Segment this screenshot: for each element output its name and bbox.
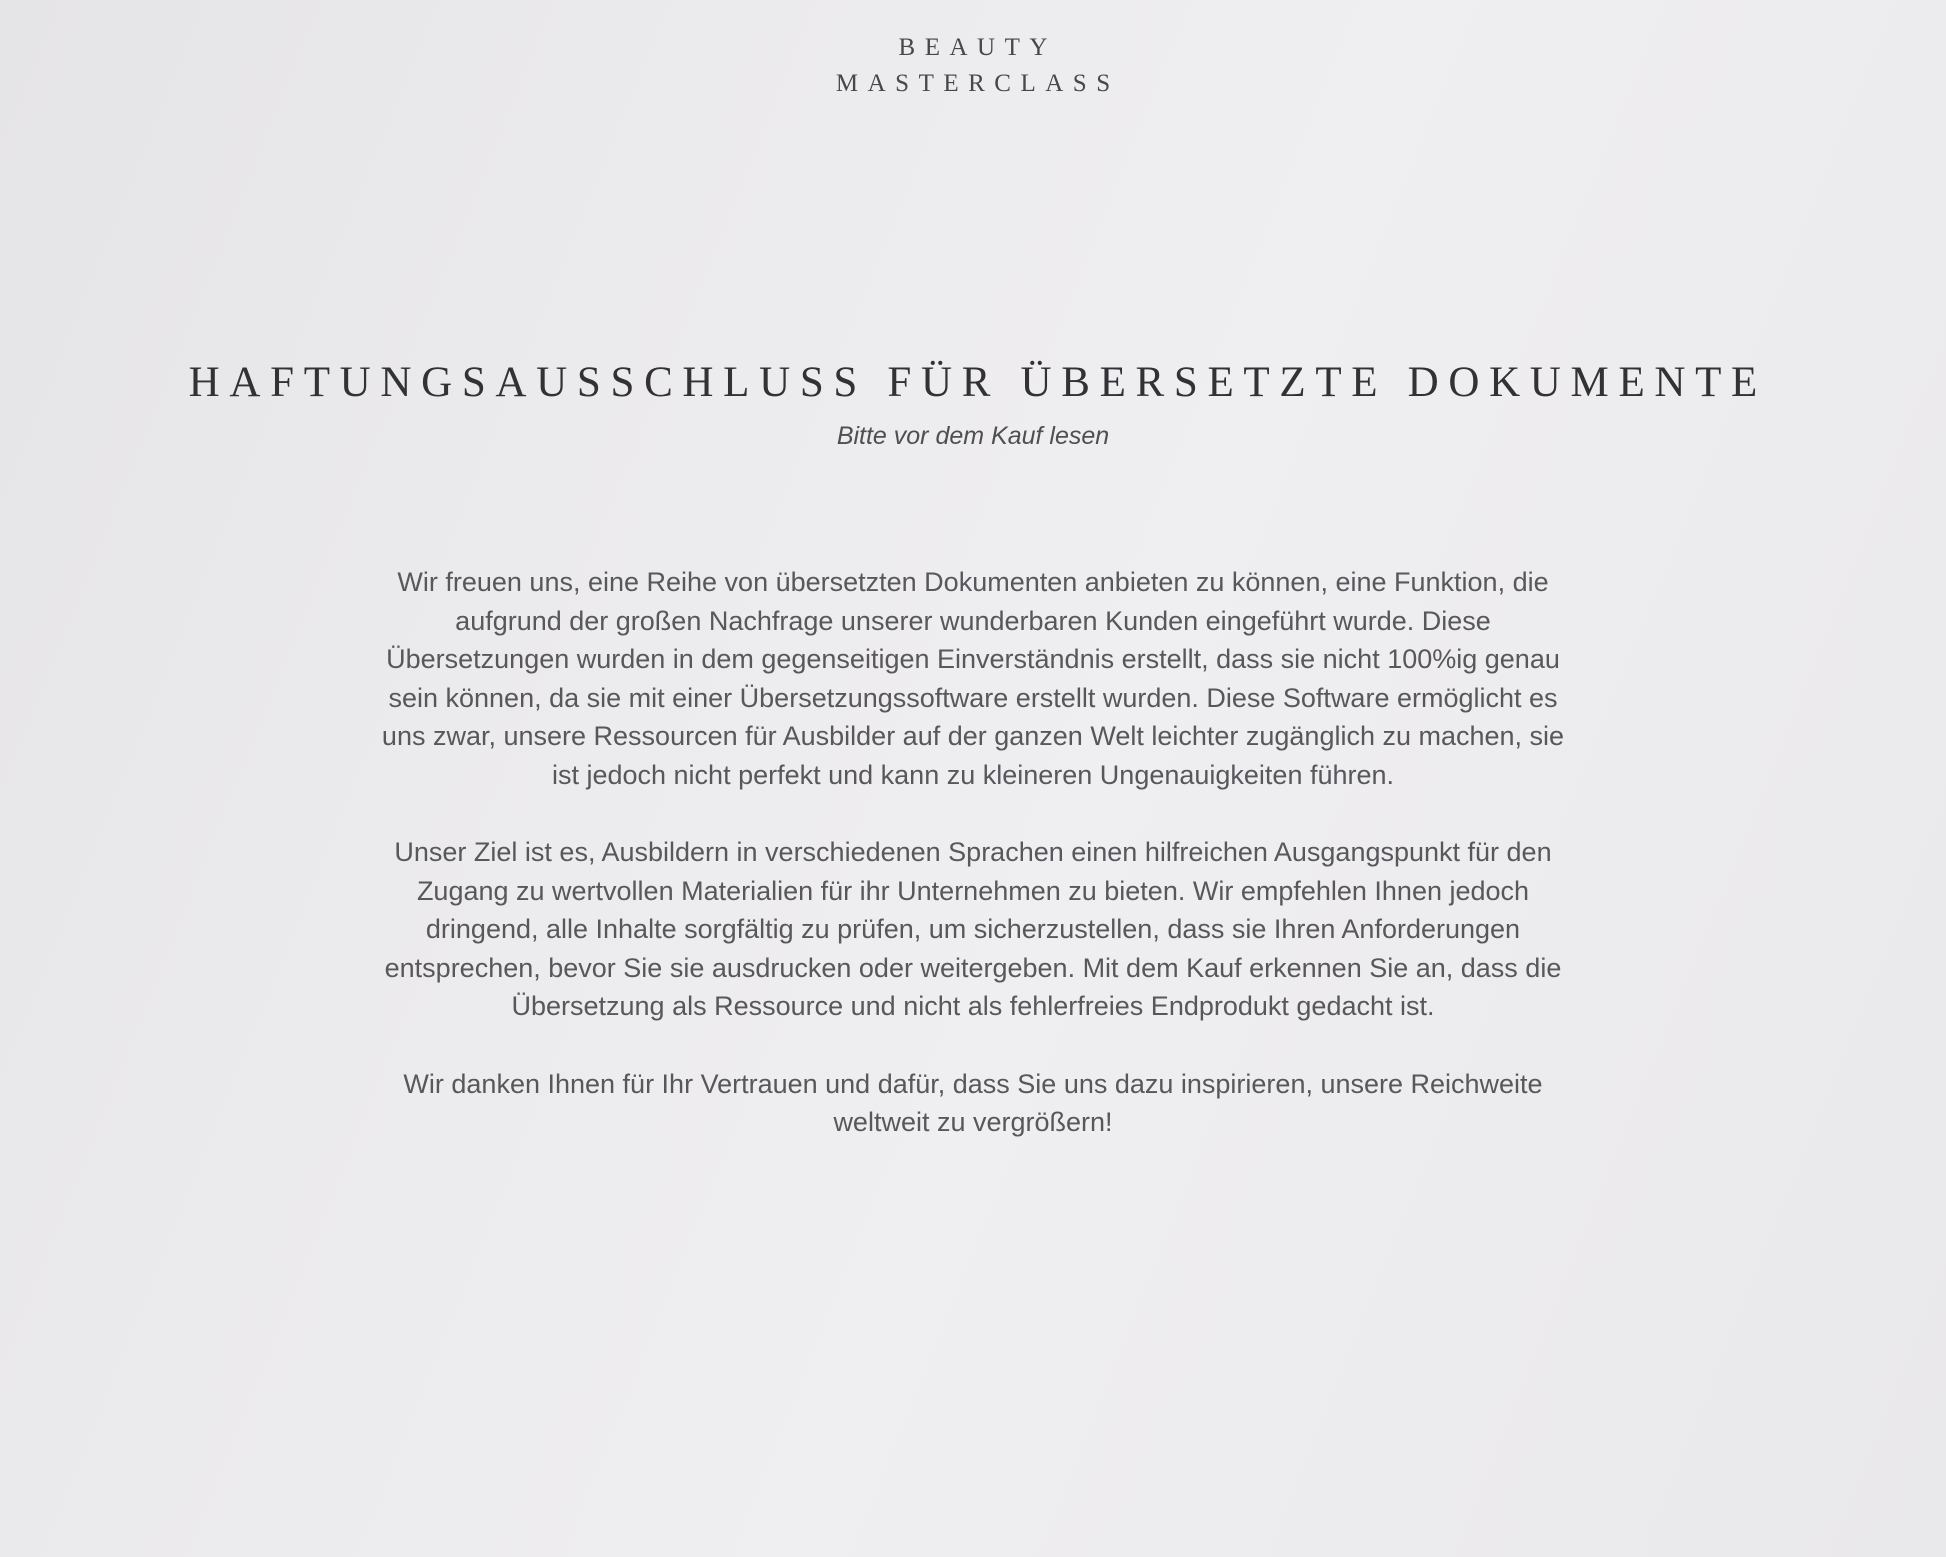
brand-name-line1: BEAUTY: [898, 34, 1057, 61]
page-title: HAFTUNGSAUSSCHLUSS FÜR ÜBERSETZTE DOKUMENTE: [188, 359, 1767, 406]
brand-name-line2: MASTERCLASS: [835, 70, 1120, 97]
page-subtitle: Bitte vor dem Kauf lesen: [836, 422, 1110, 450]
paragraph-translations-intro: Wir freuen uns, eine Reihe von übersetzten Dokumenten anbieten zu können, eine Funktion, die aufgrund der großen Nachfrage unserer wunderbaren Kunden eingeführt wurde. Diese Übersetzungen wurden in dem gegenseitigen Einverständnis erstellt, dass sie nicht 100%ig genau sein können, da sie mit einer Übersetzungssoftware erstellt wurden. Diese Software ermöglicht es uns zwar, unsere Ressourcen für Ausbilder auf der ganzen Welt leichter zugänglich zu machen, sie ist jedoch nicht perfekt und kann zu kleineren Ungenauigkeiten führen.: [381, 567, 1565, 790]
paragraph-goal-and-purchase-terms: Unser Ziel ist es, Ausbildern in verschiedenen Sprachen einen hilfreichen Ausgangspunkt für den Zugang zu wertvollen Materialien für ihr Unternehmen zu bieten. Wir empfehlen Ihnen jedoch dringend, alle Inhalte sorgfältig zu prüfen, um sicherzustellen, dass sie Ihren Anforderungen entsprechen, bevor Sie sie ausdrucken oder weitergeben. Mit dem Kauf erkennen Sie an, dass die Übersetzung als Ressource und nicht als fehlerfreies Endprodukt gedacht ist.: [384, 837, 1562, 1021]
paragraph-thank-you: Wir danken Ihnen für Ihr Vertrauen und dafür, dass Sie uns dazu inspirieren, unsere Reichweite weltweit zu vergrößern!: [403, 1068, 1543, 1137]
brand-logo: [0, 30, 1946, 102]
body-text: [368, 563, 1578, 1142]
